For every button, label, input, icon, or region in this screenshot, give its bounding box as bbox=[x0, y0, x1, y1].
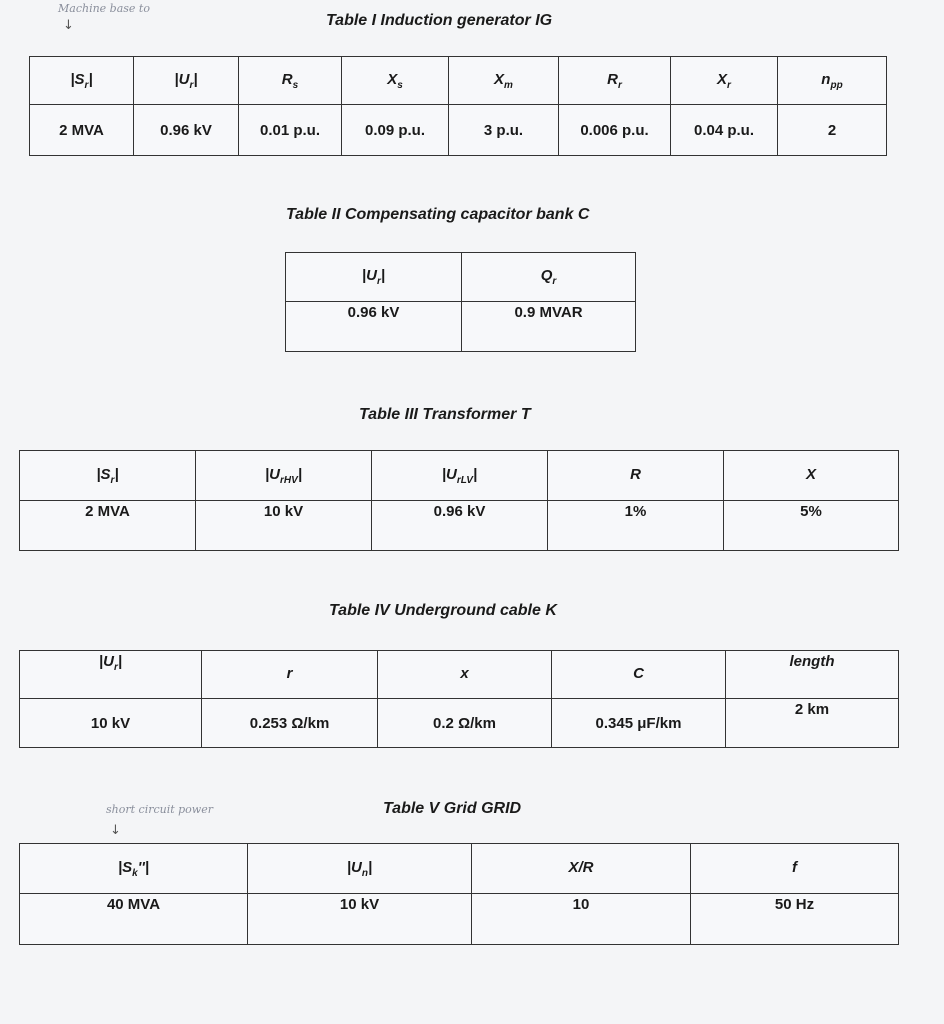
handwritten-note-machine-base: Machine base to bbox=[58, 2, 150, 15]
header-cell: x bbox=[378, 651, 552, 699]
value-cell: 50 Hz bbox=[691, 894, 899, 945]
value-cell: 1% bbox=[548, 501, 724, 551]
header-cell: length bbox=[726, 651, 899, 699]
header-cell: $|S_r|$ bbox=[20, 451, 196, 501]
header-cell: $Q_r$ bbox=[462, 253, 636, 302]
header-cell: R bbox=[548, 451, 724, 501]
table-capacitor-bank bbox=[285, 252, 636, 352]
value-cell: 2 MVA bbox=[20, 501, 196, 551]
header-cell: f bbox=[691, 844, 899, 894]
table-underground-cable bbox=[19, 650, 899, 748]
header-cell: $|U_r|$ bbox=[134, 57, 239, 105]
value-cell: 2 km bbox=[726, 699, 899, 748]
header-cell: $R_s$ bbox=[239, 57, 342, 105]
value-cell: 0.006 p.u. bbox=[559, 105, 671, 156]
value-cell: 0.9 MVAR bbox=[462, 302, 636, 352]
handwritten-arrow-icon: ↓ bbox=[63, 18, 74, 33]
value-cell: 0.96 kV bbox=[134, 105, 239, 156]
table-transformer bbox=[19, 450, 899, 551]
header-cell: $|U_n|$ bbox=[248, 844, 472, 894]
header-cell: $|U_{rLV}|$ bbox=[372, 451, 548, 501]
value-cell: 0.345 μF/km bbox=[552, 699, 726, 748]
value-cell: 3 p.u. bbox=[449, 105, 559, 156]
table-4-title: Table IV Underground cable K bbox=[329, 602, 557, 619]
header-cell: $X_r$ bbox=[671, 57, 778, 105]
value-cell: 10 bbox=[472, 894, 691, 945]
value-cell: 0.04 p.u. bbox=[671, 105, 778, 156]
header-cell: X/R bbox=[472, 844, 691, 894]
header-cell: $|U_r|$ bbox=[286, 253, 462, 302]
value-cell: 0.09 p.u. bbox=[342, 105, 449, 156]
table-grid bbox=[19, 843, 899, 945]
header-cell: r bbox=[202, 651, 378, 699]
value-cell: 0.01 p.u. bbox=[239, 105, 342, 156]
value-cell: 0.2 Ω/km bbox=[378, 699, 552, 748]
handwritten-note-short-circuit: short circuit power bbox=[106, 803, 213, 816]
table-5-title: Table V Grid GRID bbox=[383, 800, 522, 817]
table-induction-generator bbox=[29, 56, 887, 156]
table-3-title: Table III Transformer T bbox=[359, 406, 531, 423]
value-cell: 2 MVA bbox=[30, 105, 134, 156]
value-cell: 2 bbox=[778, 105, 887, 156]
handwritten-arrow-icon: ↓ bbox=[110, 823, 121, 838]
value-cell: 5% bbox=[724, 501, 899, 551]
value-cell: 40 MVA bbox=[20, 894, 248, 945]
value-cell: 10 kV bbox=[20, 699, 202, 748]
header-cell: $|S_k''|$ bbox=[20, 844, 248, 894]
header-cell: C bbox=[552, 651, 726, 699]
header-cell: $R_r$ bbox=[559, 57, 671, 105]
header-cell: $|S_r|$ bbox=[30, 57, 134, 105]
table-2-title: Table II Compensating capacitor bank C bbox=[286, 206, 590, 223]
header-cell: $|U_r|$ bbox=[20, 651, 202, 699]
header-cell: $X_s$ bbox=[342, 57, 449, 105]
table-1-title: Table I Induction generator IG bbox=[326, 12, 553, 29]
value-cell: 10 kV bbox=[248, 894, 472, 945]
header-cell: X bbox=[724, 451, 899, 501]
header-cell: $|U_{rHV}|$ bbox=[196, 451, 372, 501]
value-cell: 0.96 kV bbox=[372, 501, 548, 551]
header-cell: $n_{pp}$ bbox=[778, 57, 887, 105]
value-cell: 10 kV bbox=[196, 501, 372, 551]
value-cell: 0.253 Ω/km bbox=[202, 699, 378, 748]
header-cell: $X_m$ bbox=[449, 57, 559, 105]
value-cell: 0.96 kV bbox=[286, 302, 462, 352]
